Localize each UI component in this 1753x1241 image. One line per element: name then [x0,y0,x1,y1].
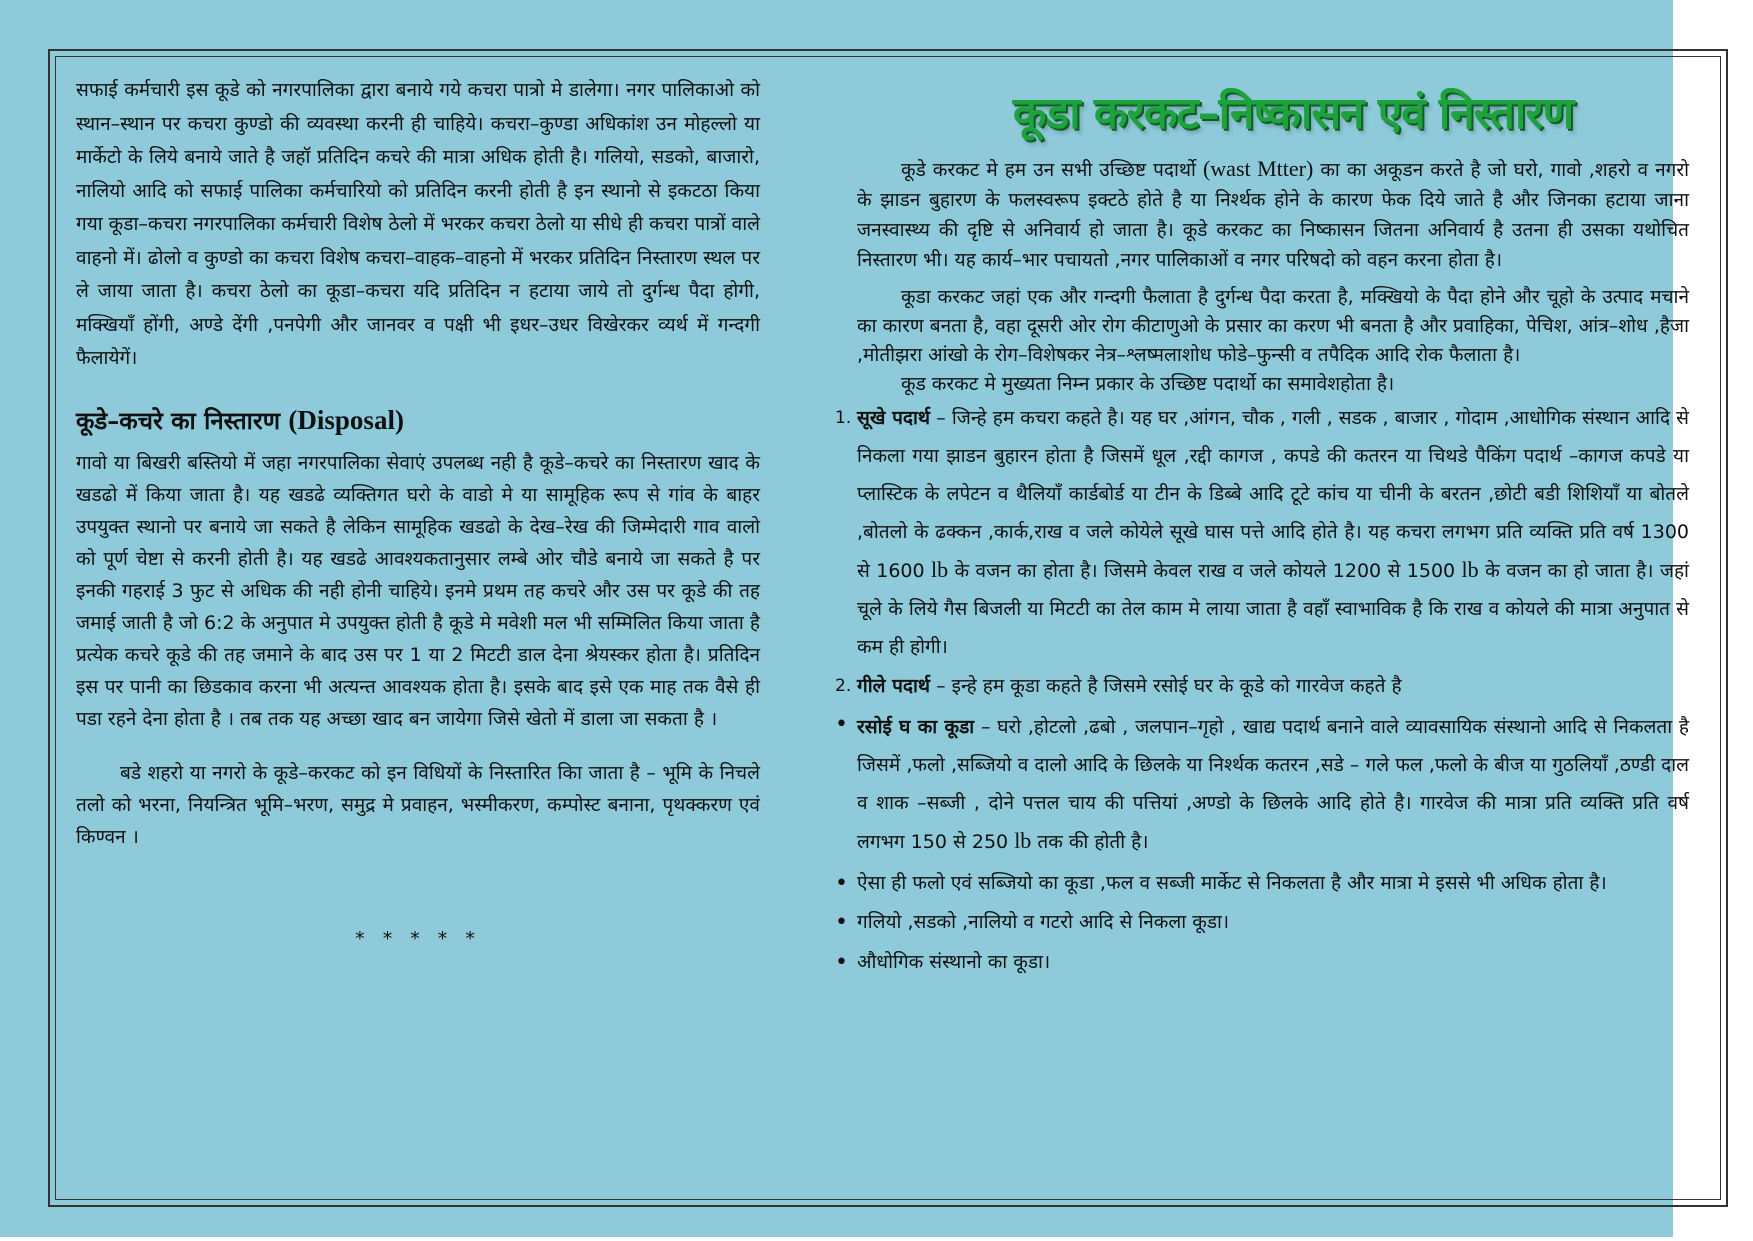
term-dry-waste: सूखे पदार्थ [857,407,931,429]
bullet-icon: • [835,949,848,975]
bullet-icon: • [835,910,848,935]
bullet-body: ऐसा ही फलो एवं सब्जियो का कूडा ,फल व सब्जी मार्केट से निकलता है और मात्रा मे इससे भी अधिक होता है। [857,871,1607,894]
heading-hindi: कूडे–कचरे का निस्तारण [76,405,281,435]
left-column [76,74,760,957]
term-kitchen-waste: रसोई घ का कूडा [857,715,975,738]
end-stars: * * * * * [355,928,481,950]
bullet-industrial-waste [835,946,1689,980]
intro1-text-b: का का अकूडन करते है जो घरो, गावो ,शहरो व नगरो के झाडन बुहारण के फलस्वरूप इक्टठे होते है या निर्श्थक होने के कारण फेक दिये जाते है और जिनका हटाया जाना जनस्वास्थ्य की दृष्टि से अनिवार्य हो जाता है। कूडे करकट का निष्कासन जितना अनिवार्य है उतना ही उसका यथोचित निस्तारण भी। यह कार्य–भार पचायतो ,नगर पालिकाओं व नगर परिषदो को वहन करना होता है। [857,159,1690,271]
list-item-wet-waste [835,670,1689,704]
dry-waste-text-b: के वजन का होता है। जिसमे केवल राख व जले कोयले 1200 से 1500 [954,560,1456,582]
intro-paragraph-3: कूड करकट मे मुख्यता निम्न प्रकार के उच्छिष्ट पदार्थो का समावेशहोता है। [901,373,1395,395]
paragraph-compost-pits: गावो या बिखरी बस्तियो में जहा नगरपालिका सेवाएं उपलब्ध नही है कूडे–कचरे का निस्तारण खाद के खडढो में किया जाता है। यह खडढे व्यक्तिगत घरो के वाडो मे या सामूहिक रूप से गांव के बाहर उपयुक्त स्थानो पर बनाये जा सकते है लेकिन सामूहिक खडढो के देख–रेख की जिम्मेदारी गाव वालो को पूर्ण चेष्टा से करनी होती है। यह खडढे आवश्यकतानुसार लम्बे ओर चौडे बनाये जा सकते है पर इनकी गहराई 3 फुट से अधिक की नही होनी चाहिये। इनमे प्रथम तह कचरे और उस पर कूडे की तह जमाई जाती है जो 6:2 के अनुपात मे उपयुक्त होती है कूडे मे मवेशी मल भी सम्मिलित किया जाता है प्रत्येक कचरे कूडे की तह जमाने के बाद उस पर 1 या 2 मिटटी डाल देना श्रेयस्कर होता है। प्रतिदिन इस पर पानी का छिडकाव करना भी अत्यन्त आवश्यक होता है। इसके बाद इसे एक माह तक वैसे ही पडा रहने देना होता है । तब तक यह अच्छा खाद बन जायेगा जिसे खेतो में डाला जा सकता है । [76,452,760,730]
bullet-body: गलियो ,सडको ,नालियो व गटरो आदि से निकला कूडा। [857,911,1230,933]
bullet-icon: • [835,870,848,896]
heading-english: (Disposal) [288,404,404,435]
bullet-market-waste [835,867,1689,901]
bullet-icon: • [835,711,848,737]
right-column [835,84,1690,979]
list-item-dry-waste [835,399,1690,666]
bullet-street-waste [835,906,1689,940]
list-number: 2. [835,676,852,696]
wet-waste-text: – इन्हे हम कूडा कहते है जिसमे रसोई घर के कूडे को गारवेज कहते है [936,675,1402,697]
kitchen-waste-text-b: तक की होती है। [1037,830,1149,853]
list-number: 1. [835,408,852,428]
section-heading-disposal [76,404,760,438]
list-item-body [857,399,1689,666]
intro-paragraph-1 [857,154,1689,275]
page-title: कूडा करकट–निष्कासन एवं निस्तारण [1012,88,1574,139]
bullet-kitchen-waste [835,708,1690,861]
unit-lb: lb [1014,827,1032,853]
unit-lb: lb [931,557,949,582]
list-item-body [857,670,1689,704]
kitchen-waste-text-a: – घरो ,होटलो ,ढबो , जलपान–गृहो , खाद्य पदार्थ बनाने वाले व्यावसायिक संस्थानो आदि से निकलता है जिसमें ,फलो ,सब्जियो व दालो आदि के छिलके या निर्श्थक कतरन ,सडे – गले फल ,फलो के बीज या गुठलियॉं ,ठण्डी दाल व शाक –सब्जी , दोने पत्तल चाय की पत्तियां ,अण्डो के छिलके आदि होते है। गारवेज की मात्रा प्रति व्यक्ति प्रति वर्ष लगभग 150 से 250 [857,715,1690,853]
intro-paragraph-2: कूडा करकट जहां एक और गन्दगी फैलाता है दुर्गन्ध पैदा करता है, मक्खियो के पैदा होने और चूहो के उत्पाद मचाने का कारण बनता है, वहा दूसरी ओर रोग कीटाणुओ के प्रसार का करण भी बनता है और प्रवाहिका, पेचिश, आंत्र–शोध ,हैजा ,मोतीझरा आंखो के रोग–विशेषकर नेत्र–श्लष्मलाशोध फोडे–फुन्सी व तपैदिक आदि रोक फैलाता है। [857,286,1689,366]
unit-lb: lb [1461,557,1479,582]
bullet-body [857,708,1689,861]
intro1-english: (wast Mtter) [1202,156,1314,181]
bullet-body: औधोगिक संस्थानो का कूडा। [857,950,1051,973]
paragraph-city-methods: बडे शहरो या नगरो के कूडे–करकट को इन विधियों के निस्तारित किा जाता है – भूमि के निचले तलो को भरना, नियन्त्रित भूमि–भरण, समुद्र मे प्रवाहन, भस्मीकरण, कम्पोस्ट बनाना, पृथक्करण एवं किण्वन । [76,762,760,848]
dry-waste-text-c: के वजन का हो जाता है। जहां चूले के लिये गैस बिजली या मिटटी का तेल काम मे लाया जाता है वहॉं स्वाभाविक है कि राख व कोयले की मात्रा अनुपात से कम ही होगी। [857,560,1689,658]
intro1-text-a: कूडे करकट मे हम उन सभी उच्छिष्ट पदार्थो [901,159,1196,181]
term-wet-waste: गीले पदार्थ [857,675,931,697]
dry-waste-text-a: – जिन्हे हम कचरा कहते है। यह घर ,आंगन, चौक , गली , सडक , बाजार , गोदाम ,आधोगिक संस्थान आदि से निकला गया झाडन बुहारन होता है जिसमें धूल ,रद्दी कागज , कपडे की कतरन या चिथडे पैकिंग पदार्थ –कागज कपडे या प्लास्टिक के लपेटन व थैलियॉं कार्डबोर्ड या टीन के डिब्बे आदि टूटे कांच या चीनी के बरतन ,छोटी बडी शिशियॉं या बोतले ,बोतलो के ढक्कन ,कार्क,राख व जले कोयेले सूखे घास पत्ते आदि होते है। यह कचरा लगभग प्रति व्यक्ति प्रति वर्ष 1300 से 1600 [857,407,1690,582]
paragraph-collection: सफाई कर्मचारी इस कूडे को नगरपालिका द्वारा बनाये गये कचरा पात्रो मे डालेगा। नगर पालिकाओ को स्थान–स्थान पर कचरा कुण्डो की व्यवस्था करनी ही चाहिये। कचरा–कुण्डा अधिकांश उन मोहल्लो या मार्केटो के लिये बनाये जाते है जहॉ प्रतिदिन कचरे की मात्रा अधिक होती है। गलियो, सडको, बाजारो, नालियो आदि को सफाई पालिका कर्मचारियो को प्रतिदिन करनी होती है इन स्थानो से इकटठा किया गया कूडा–कचरा नगरपालिका कर्मचारी विशेष ठेलो में भरकर कचरा ठेलो या सीधे ही कचरा पात्रों वाले वाहनो में। ढोलो व कुण्डो का कचरा विशेष कचरा–वाहक–वाहनो में भरकर प्रतिदिन निस्तारण स्थल पर ले जाया जाता है। कचरा ठेलो का कूडा–कचरा यदि प्रतिदिन न हटाया जाये तो दुर्गन्ध पैदा होगी, मक्खियॉं होंगी, अण्डे देंगी ,पनपेगी और जानवर व पक्षी भी इधर–उधर विखेरकर व्यर्थ में गन्दगी फैलायेगें। [76,79,760,369]
